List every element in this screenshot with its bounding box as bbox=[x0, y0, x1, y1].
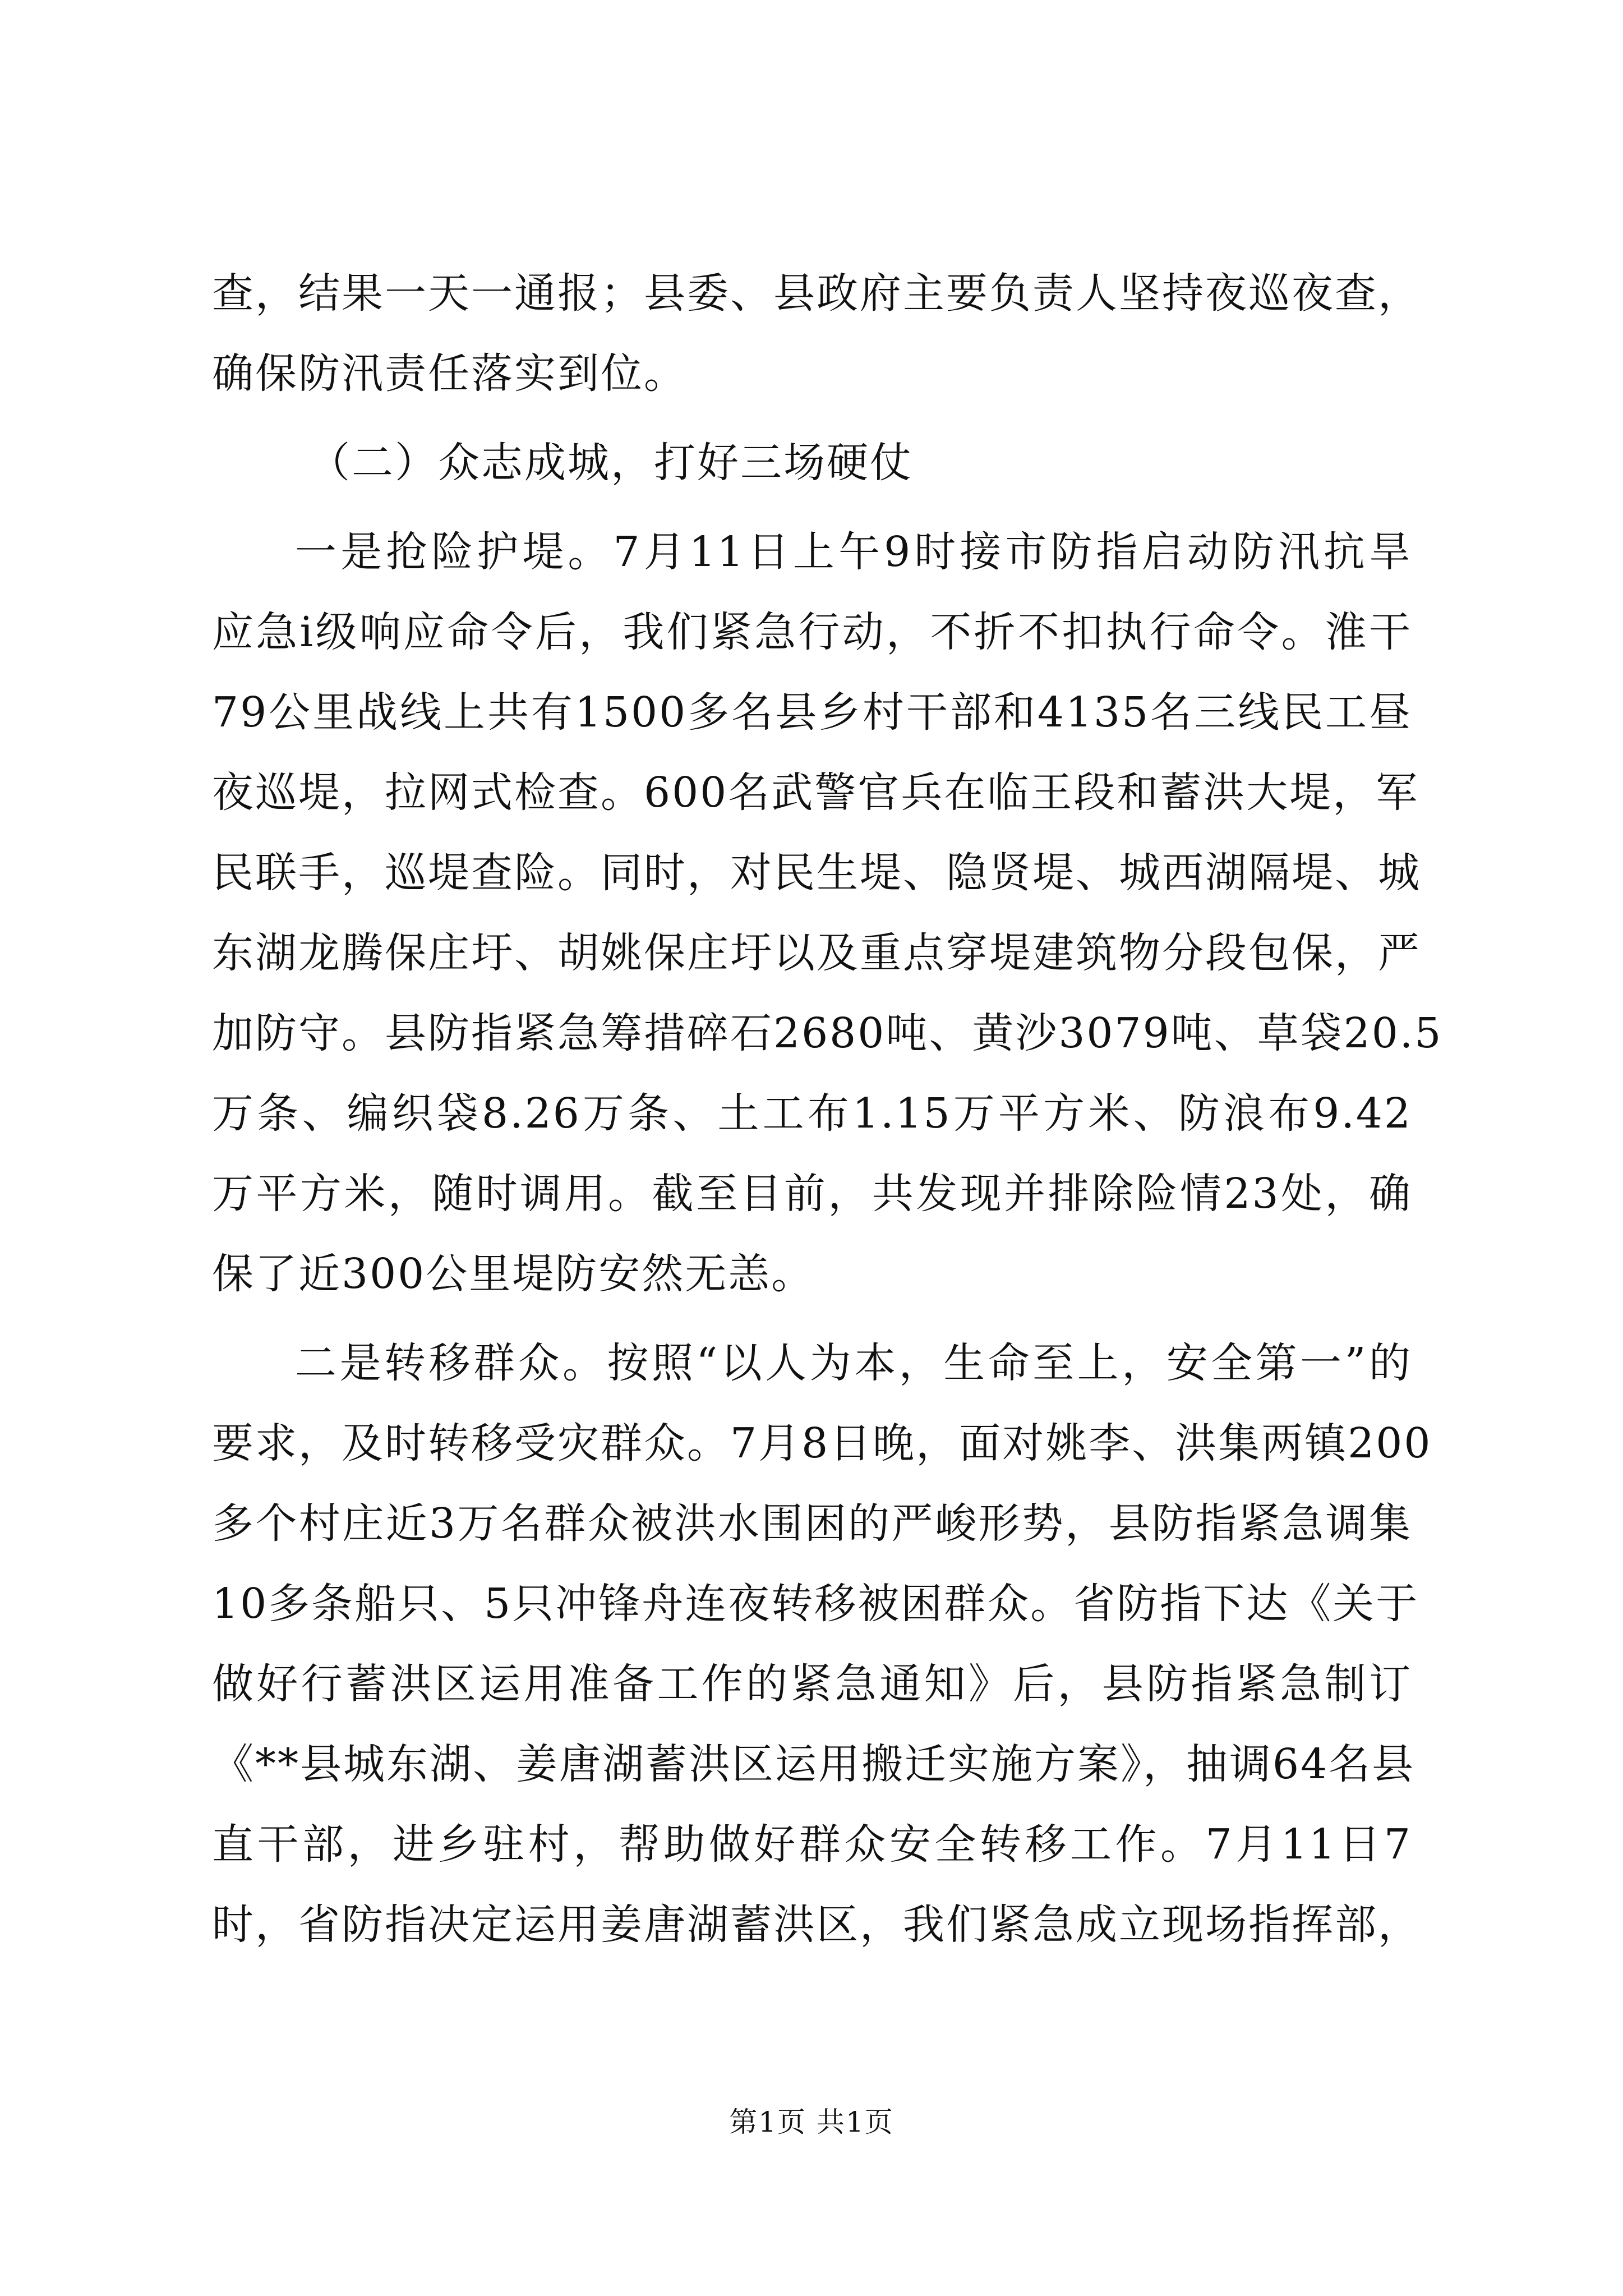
text-line: 万平方米，随时调用。截至目前，共发现并排除险情23处，确 bbox=[212, 1170, 1412, 1218]
text-line: 直干部，进乡驻村，帮助做好群众安全转移工作。7月11日7 bbox=[212, 1820, 1412, 1869]
text-line: 要求，及时转移受灾群众。7月8日晚，面对姚李、洪集两镇200 bbox=[212, 1419, 1432, 1467]
text-line: 79公里战线上共有1500多名县乡村干部和4135名三线民工昼 bbox=[212, 688, 1412, 737]
text-line: 做好行蓄洪区运用准备工作的紧急通知》后，县防指紧急制订 bbox=[212, 1660, 1412, 1708]
text-line: 一是抢险护堤。7月11日上午9时接市防指启动防汛抗旱 bbox=[295, 528, 1412, 576]
page-number-footer: 第1页 共1页 bbox=[729, 2106, 894, 2138]
text-line: 10多条船只、5只冲锋舟连夜转移被困群众。省防指下达《关于 bbox=[212, 1580, 1419, 1628]
document-body bbox=[212, 254, 1443, 1965]
text-line: 应急ⅰ级响应命令后，我们紧急行动，不折不扣执行命令。淮干 bbox=[212, 608, 1412, 656]
text-line: 二是转移群众。按照“以人为本，生命至上，安全第一”的 bbox=[295, 1339, 1412, 1387]
text-line: 确保防汛责任落实到位。 bbox=[212, 349, 687, 398]
text-line: 查，结果一天一通报；县委、县政府主要负责人坚持夜巡夜查， bbox=[212, 269, 1421, 318]
text-line: 《**县城东湖、姜唐湖蓄洪区运用搬迁实施方案》，抽调64名县 bbox=[212, 1740, 1415, 1788]
text-line: 加防守。县防指紧急筹措碎石2680吨、黄沙3079吨、草袋20.5 bbox=[212, 1009, 1443, 1057]
text-line: 东湖龙腾保庄圩、胡姚保庄圩以及重点穿堤建筑物分段包保，严 bbox=[212, 929, 1421, 977]
section-heading: （二）众志成城，打好三场硬仗 bbox=[308, 439, 913, 487]
text-line: 时，省防指决定运用姜唐湖蓄洪区，我们紧急成立现场指挥部， bbox=[212, 1901, 1421, 1949]
text-line: 夜巡堤，拉网式检查。600名武警官兵在临王段和蓄洪大堤，军 bbox=[212, 769, 1419, 817]
text-line: 保了近300公里堤防安然无恙。 bbox=[212, 1250, 815, 1298]
text-line: 万条、编织袋8.26万条、土工布1.15万平方米、防浪布9.42 bbox=[212, 1089, 1412, 1138]
text-line: 民联手，巡堤查险。同时，对民生堤、隐贤堤、城西湖隔堤、城 bbox=[212, 849, 1421, 897]
text-line: 多个村庄近3万名群众被洪水围困的严峻形势，县防指紧急调集 bbox=[212, 1499, 1412, 1548]
